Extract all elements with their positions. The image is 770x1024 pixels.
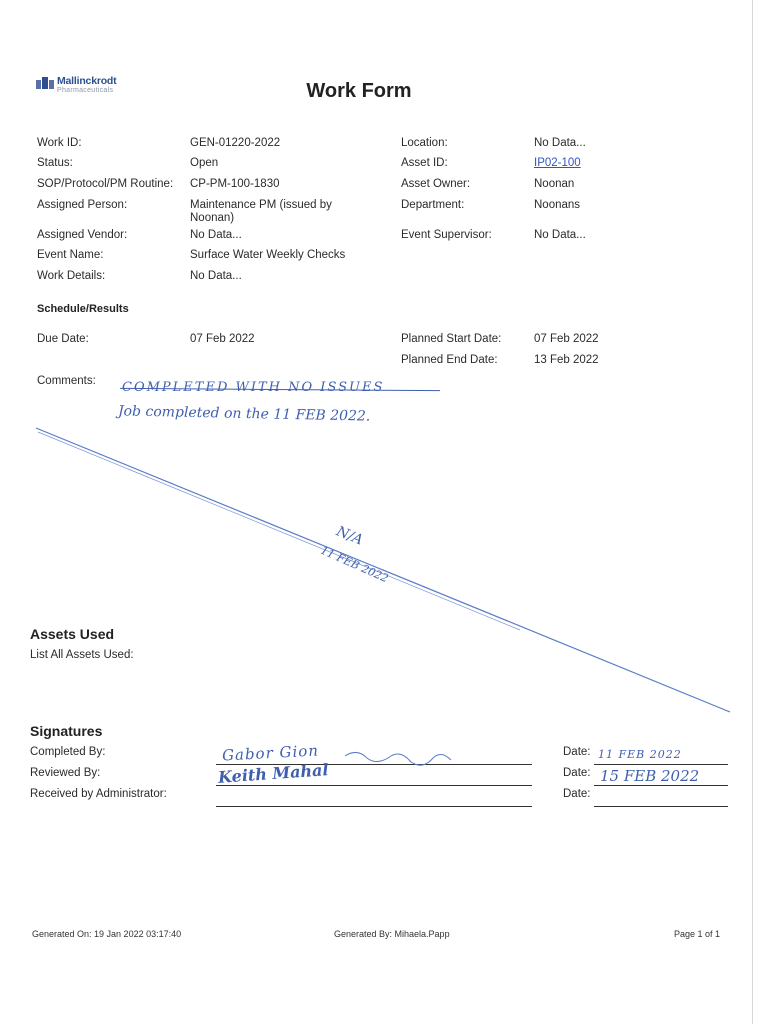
asset-id-label: Asset ID: <box>401 157 448 169</box>
assigned-vendor-value: No Data... <box>190 229 242 241</box>
received-date-label: Date: <box>563 788 591 800</box>
generated-by: Generated By: Mihaela.Papp <box>334 929 450 939</box>
reviewed-date-label: Date: <box>563 767 591 779</box>
work-details-label: Work Details: <box>37 270 106 282</box>
asset-id-link[interactable]: IP02-100 <box>534 157 581 169</box>
assigned-person-label: Assigned Person: <box>37 199 128 211</box>
asset-owner-value: Noonan <box>534 178 575 190</box>
reviewed-date-handwritten: 15 FEB 2022 <box>600 767 700 785</box>
status-value: Open <box>190 157 219 169</box>
generated-on: Generated On: 19 Jan 2022 03:17:40 <box>32 929 182 939</box>
event-supervisor-value: No Data... <box>534 229 586 241</box>
signatures-heading: Signatures <box>30 723 103 739</box>
status-label: Status: <box>37 157 73 169</box>
assets-heading: Assets Used <box>30 626 115 642</box>
reviewed-by-signature: Keith Mahal <box>217 760 330 787</box>
event-name-value: Surface Water Weekly Checks <box>190 249 346 261</box>
completed-by-signature: Gabor Gion <box>221 741 320 765</box>
assigned-person-value: Maintenance PM (issued by Noonan) <box>190 199 332 224</box>
department-value: Noonans <box>534 199 581 211</box>
due-date-value: 07 Feb 2022 <box>190 333 255 345</box>
scan-edge-shadow <box>752 0 753 1024</box>
completed-date-label: Date: <box>563 746 591 758</box>
sop-label: SOP/Protocol/PM Routine: <box>37 178 174 190</box>
planned-start-label: Planned Start Date: <box>401 333 502 345</box>
event-name-label: Event Name: <box>37 249 104 261</box>
work-details-value: No Data... <box>190 270 242 282</box>
comments-label: Comments: <box>37 375 96 387</box>
location-label: Location: <box>401 137 448 149</box>
page-title: Work Form <box>306 80 412 102</box>
handwritten-initials: N/A <box>333 523 366 549</box>
event-supervisor-label: Event Supervisor: <box>401 229 492 241</box>
page-number: Page 1 of 1 <box>674 929 721 939</box>
due-date-label: Due Date: <box>37 333 89 345</box>
planned-start-value: 07 Feb 2022 <box>534 333 599 345</box>
location-value: No Data... <box>534 137 586 149</box>
department-label: Department: <box>401 199 465 211</box>
reviewed-by-label: Reviewed By: <box>30 767 101 779</box>
logo-name: Mallinckrodt <box>57 75 117 87</box>
received-by-label: Received by Administrator: <box>30 788 167 800</box>
work-id-value: GEN-01220-2022 <box>190 137 281 149</box>
planned-end-value: 13 Feb 2022 <box>534 354 599 366</box>
work-id-label: Work ID: <box>37 137 82 149</box>
logo-subtitle: Pharmaceuticals <box>57 86 114 94</box>
handwritten-comment: Job completed on the 11 FEB 2022. <box>117 403 371 425</box>
handwritten-initials-date: 11 FEB 2022 <box>318 543 391 586</box>
planned-end-label: Planned End Date: <box>401 354 498 366</box>
handwritten-comment-struck: COMPLETED WITH NO ISSUES <box>122 380 385 395</box>
assigned-vendor-label: Assigned Vendor: <box>37 229 128 241</box>
completed-date-handwritten: 11 FEB 2022 <box>598 748 682 761</box>
sop-value: CP-PM-100-1830 <box>190 178 280 190</box>
asset-owner-label: Asset Owner: <box>401 178 471 190</box>
completed-by-label: Completed By: <box>30 746 106 758</box>
assets-list-label: List All Assets Used: <box>30 649 134 661</box>
schedule-heading: Schedule/Results <box>37 303 129 315</box>
